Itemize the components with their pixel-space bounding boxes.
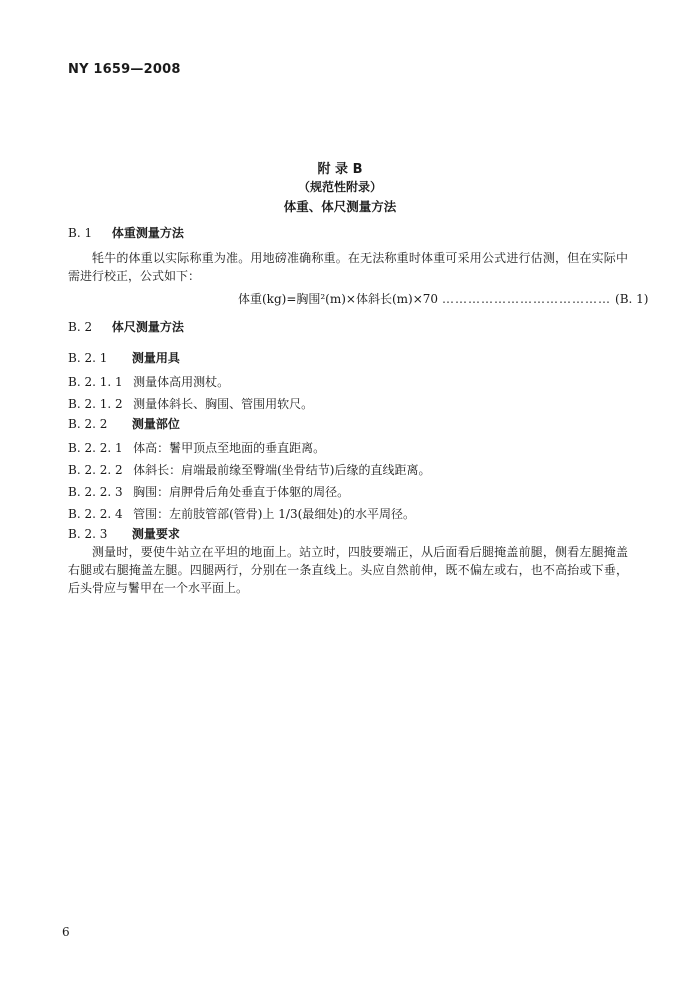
item-text: 体高：鬐甲顶点至地面的垂直距离。 — [133, 441, 326, 455]
item-number: B. 2. 1. 2 — [68, 397, 123, 411]
subsection-heading-b21 — [68, 349, 180, 366]
list-item — [68, 503, 415, 522]
section-number: B. 2 — [68, 320, 93, 334]
formula-expression: 体重(kg)=胸围²(m)×体斜长(m)×70 — [238, 292, 439, 306]
formula-b1 — [238, 290, 649, 307]
section-title: 体尺测量方法 — [111, 320, 184, 334]
item-text: 测量体斜长、胸围、管围用软尺。 — [133, 397, 314, 411]
subsection-number: B. 2. 1 — [68, 351, 108, 365]
item-number: B. 2. 1. 1 — [68, 375, 123, 389]
section-heading-b1 — [68, 224, 184, 241]
subsection-title: 测量用具 — [131, 351, 180, 365]
item-text: 测量体高用测杖。 — [133, 375, 230, 389]
item-text: 管围：左前肢管部(管骨)上 1/3(最细处)的水平周径。 — [133, 507, 415, 521]
standard-number: NY 1659—2008 — [68, 62, 181, 77]
body-paragraph-b23: 测量时，要使牛站立在平坦的地面上。站立时，四肢要端正，从后面看后腿掩盖前腿，侧看左腿掩盖右腿或右腿掩盖左腿。四腿两行，分别在一条直线上。头应自然前伸，既不偏左或右，也不高抬或下垂，后头骨应与鬐甲在一个水平面上。 — [68, 545, 628, 595]
item-number: B. 2. 2. 4 — [68, 507, 123, 521]
subsection-heading-b23 — [68, 525, 180, 542]
item-text: 体斜长：肩端最前缘至臀端(坐骨结节)后缘的直线距离。 — [133, 463, 431, 477]
subsection-number: B. 2. 2 — [68, 417, 108, 431]
formula-reference: (B. 1) — [615, 292, 649, 306]
page-number: 6 — [62, 925, 70, 939]
annex-type: （规范性附录） — [297, 180, 382, 194]
subsection-heading-b22 — [68, 415, 180, 432]
list-item — [68, 371, 229, 390]
formula-leader-dots: ………………………………… — [442, 292, 612, 306]
section-number: B. 1 — [68, 226, 93, 240]
list-item — [68, 437, 325, 456]
item-number: B. 2. 2. 3 — [68, 485, 123, 499]
list-item — [68, 459, 430, 478]
annex-title: 附 录 B — [317, 162, 363, 177]
subsection-number: B. 2. 3 — [68, 527, 108, 541]
annex-name: 体重、体尺测量方法 — [283, 199, 397, 214]
subsection-title: 测量要求 — [131, 527, 180, 541]
subsection-title: 测量部位 — [131, 417, 180, 431]
body-paragraph-b1: 牦牛的体重以实际称重为准。用地磅准确称重。在无法称重时体重可采用公式进行估测，但在实际中需进行校正，公式如下： — [68, 251, 628, 283]
section-title: 体重测量方法 — [111, 226, 184, 240]
item-number: B. 2. 2. 2 — [68, 463, 123, 477]
item-text: 胸围：肩胛骨后角处垂直于体躯的周径。 — [133, 485, 350, 499]
list-item — [68, 481, 349, 500]
section-heading-b2 — [68, 318, 184, 335]
item-number: B. 2. 2. 1 — [68, 441, 123, 455]
list-item — [68, 393, 313, 412]
